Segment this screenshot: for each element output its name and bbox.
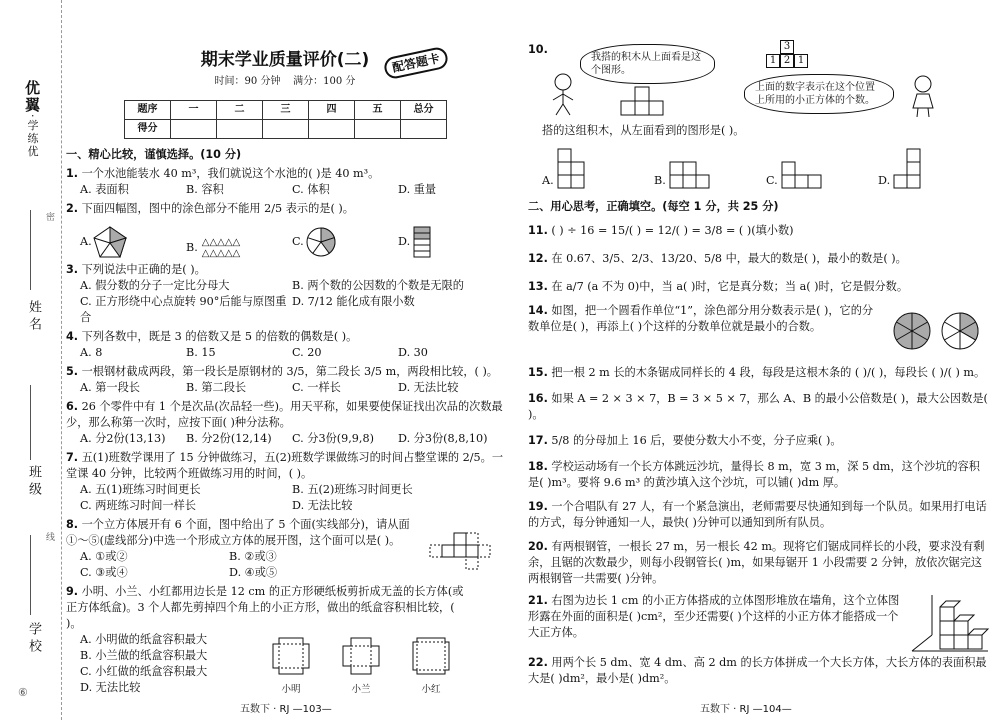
q8-options-row: [66, 549, 504, 581]
page-title: 期末学业质量评价(二): [200, 50, 370, 70]
q8-options: A. ①或② B. ②或③ C. ③或④ D. ④或⑤: [80, 550, 278, 579]
footer-left: 五数下 · RJ —103—: [240, 704, 332, 715]
pentagon-figure: [92, 225, 128, 259]
question-11: 11. ( ) ÷ 16 = 15/( ) = 12/( ) = 3/8 = ( )(填小数): [528, 224, 794, 237]
question-18: 18. 学校运动场有一个长方体跳远沙坑，量得长 8 m，宽 3 m，深 5 dm，这个沙坑的容积是( )m³。要将 9.6 m³ 的黄沙填入这个沙坑，可以铺( )dm 厚。: [528, 460, 980, 489]
xiaohong-box-figure: [411, 636, 451, 676]
question-8: 8. 一个立方体展开有 6 个面，图中给出了 5 个面(实线部分)，请从面 ①～⑤(虚线部分)中选一个形成立方体的展开图，这个面可以是( )。: [66, 518, 410, 547]
option-d-figure: [890, 147, 926, 189]
bar-figure: [410, 225, 434, 259]
school-line: [30, 535, 31, 615]
question-5: 5. 一根钢材截成两段，第一段长是原钢材的 3/5，第二段长 3/5 m，两段相比较，( )。: [66, 365, 498, 378]
q3-options: A. 假分数的分子一定比分母大 B. 两个数的公因数的个数是无限的 C. 正方形绕中心点旋转 90°后能与原图重合 D. 7/12 能化成有限小数: [80, 279, 464, 324]
q10-bubble-left: 我搭的积木从上面看是这个图形。: [580, 44, 715, 84]
seal-mark: 密: [46, 213, 56, 223]
girl-icon: [908, 74, 938, 118]
q2-figures: A. B. △△△△△ △△△△△ C. D.: [66, 219, 504, 259]
left-page: [66, 42, 504, 698]
q21-row: [528, 593, 990, 653]
answer-card-stamp: 配答题卡: [382, 46, 449, 81]
school-label: 学校: [26, 622, 41, 656]
brand-logo: 优翼·学练优: [23, 80, 41, 159]
question-17: 17. 5/8 的分母加上 16 后，要使分数大小不变，分子应乘( )。: [528, 434, 842, 447]
question-15: 15. 把一根 2 m 长的木条锯成同样长的 4 段，每段是这根木条的 ( )/( )，每段长 ( )/( ) m。: [528, 366, 986, 379]
q9-options: A. 小明做的纸盒容积最大 B. 小兰做的纸盒容积最大 C. 小红做的纸盒容积最大 D. 无法比较: [80, 633, 208, 694]
question-9: 9. 小明、小兰、小红都用边长是 12 cm 的正方形硬纸板剪折成无盖的长方体(或正方体纸盒)。3 个人都先剪掉四个角上的小正方形，做出的纸盒容积相比较，( )。: [66, 585, 464, 630]
boy-icon: [548, 72, 578, 116]
corner-cubes-figure: [910, 593, 990, 653]
triangle-figure: △△△△△ △△△△△: [201, 237, 241, 259]
question-10: 搭的这组积木，从左面看到的图形是( )。: [542, 124, 745, 137]
question-6: 6. 26 个零件中有 1 个是次品(次品轻一些)。用天平称，如果要使保证找出次品的次数最少，那么称第一次时，应按下面( )种分法称。: [66, 400, 503, 429]
circles-figure: [890, 309, 990, 355]
footer-right: 五数下 · RJ —104—: [700, 704, 792, 715]
question-2: 2. 下面四幅图，图中的涂色部分不能用 2/5 表示的是( )。: [66, 202, 354, 215]
q14-row: [528, 303, 990, 355]
q9-body: [66, 632, 504, 698]
xiaolan-box-figure: [341, 636, 381, 676]
q9-figures: 小明 小兰 小红: [271, 636, 451, 698]
score-table: 题序 一 二 三 四 五 总分 得分: [124, 100, 447, 139]
xiaoming-box-figure: [271, 636, 311, 676]
class-label: 班级: [26, 465, 41, 499]
exam-info: 时间：90 分钟 满分：100 分: [214, 76, 356, 87]
question-13: 13. 在 a/7 (a 不为 0)中，当 a( )时，它是真分数；当 a( )时，它是假分数。: [528, 280, 909, 293]
q10-options: A. B. C. D.: [528, 143, 990, 189]
question-1: 1. 一个水池能装水 40 m³，我们就说这个水池的( )是 40 m³。: [66, 167, 380, 180]
circle-figure: [304, 225, 338, 259]
q4-options: A. 8 B. 15 C. 20 D. 30: [80, 346, 428, 359]
q5-options: A. 第一段长 B. 第二段长 C. 一样长 D. 无法比较: [80, 381, 459, 394]
question-20: 20. 有两根钢管，一根长 27 m，另一根长 42 m。现将它们锯成同样长的小段，要求没有剩余，且锯的次数最少，则每小段钢管长( )m，如果每锯开 1 小段需要 2 分钟，放依次锯完这两根钢管一共需要( )分钟。: [528, 540, 985, 585]
option-c-figure: [778, 147, 824, 189]
q6-options: A. 分2份(13,13) B. 分2份(12,14) C. 分3份(9,9,8) D. 分3份(8,8,10): [80, 432, 488, 445]
page-mark: ⑥: [18, 686, 28, 699]
q1-options: A. 表面积 B. 容积 C. 体积 D. 重量: [80, 183, 437, 196]
question-12: 12. 在 0.67、3/5、2/3、13/20、5/8 中，最大的数是( )，最小的数是( )。: [528, 252, 907, 265]
question-4: 4. 下列各数中，既是 3 的倍数又是 5 的倍数的偶数是( )。: [66, 330, 358, 343]
name-line: [30, 210, 31, 290]
question-16: 16. 如果 A = 2 × 3 × 7，B = 3 × 5 × 7，那么 A、B 的最小公倍数是( )，最大公因数是( )。: [528, 392, 988, 421]
question-3: 3. 下列说法中正确的是( )。: [66, 263, 206, 276]
question-22: 22. 用两个长 5 dm、宽 4 dm、高 2 dm 的长方体拼成一个大长方体，大长方体的表面积最大是( )dm²，最小是( )dm²。: [528, 656, 987, 685]
q7-options: A. 五(1)班练习时间更长 B. 五(2)班练习时间更长 C. 两班练习时间一样长 D. 无法比较: [80, 483, 413, 512]
option-b-figure: [666, 147, 712, 189]
name-label: 姓名: [26, 300, 41, 334]
question-19: 19. 一个合唱队有 27 人，有一个紧急演出，老师需要尽快通知到每一个队员。如果用打电话的方式，每分钟通知一人，最快( )分钟可以通知到所有队员。: [528, 500, 987, 529]
question-14: 14. 如图，把一个圆看作单位“1”，涂色部分用分数表示是( )，它的分数单位是( )，再添上( )个这样的分数单位就是最小的合数。: [528, 304, 874, 333]
binding-strip: [0, 0, 62, 720]
q10-bubble-right: 上面的数字表示在这个位置上所用的小正方体的个数。: [744, 74, 894, 114]
top-number-grid: 3 1 2 1: [766, 40, 808, 68]
right-page: [528, 40, 990, 687]
question-21: 21. 右图为边长 1 cm 的小正方体搭成的立体图形堆放在墙角，这个立体图形露在外面的面积是( )cm²，至少还需要( )个这样的小正方体才能搭成一个大正方体。: [528, 594, 900, 639]
line-mark: 线: [46, 533, 56, 543]
top-view-figure: [620, 86, 676, 116]
q10-illustration: 10. 我搭的积木从上面看是这个图形。 3 1 2 1 上面的数字表示在这个位置上所用的小正方体的个数。: [528, 40, 990, 120]
class-line: [30, 385, 31, 460]
option-a-figure: [554, 147, 590, 189]
section-2-heading: 二、用心思考，正确填空。(每空 1 分，共 25 分): [528, 200, 779, 213]
cube-net-figure: [428, 531, 504, 577]
section-1-heading: 一、精心比较，谨慎选择。(10 分): [66, 148, 242, 161]
question-7: 7. 五(1)班数学课用了 15 分钟做练习，五(2)班数学课做练习的时间占整堂课的 2/5。一堂课 40 分钟，比较两个班做练习用的时间，( )。: [66, 451, 504, 480]
